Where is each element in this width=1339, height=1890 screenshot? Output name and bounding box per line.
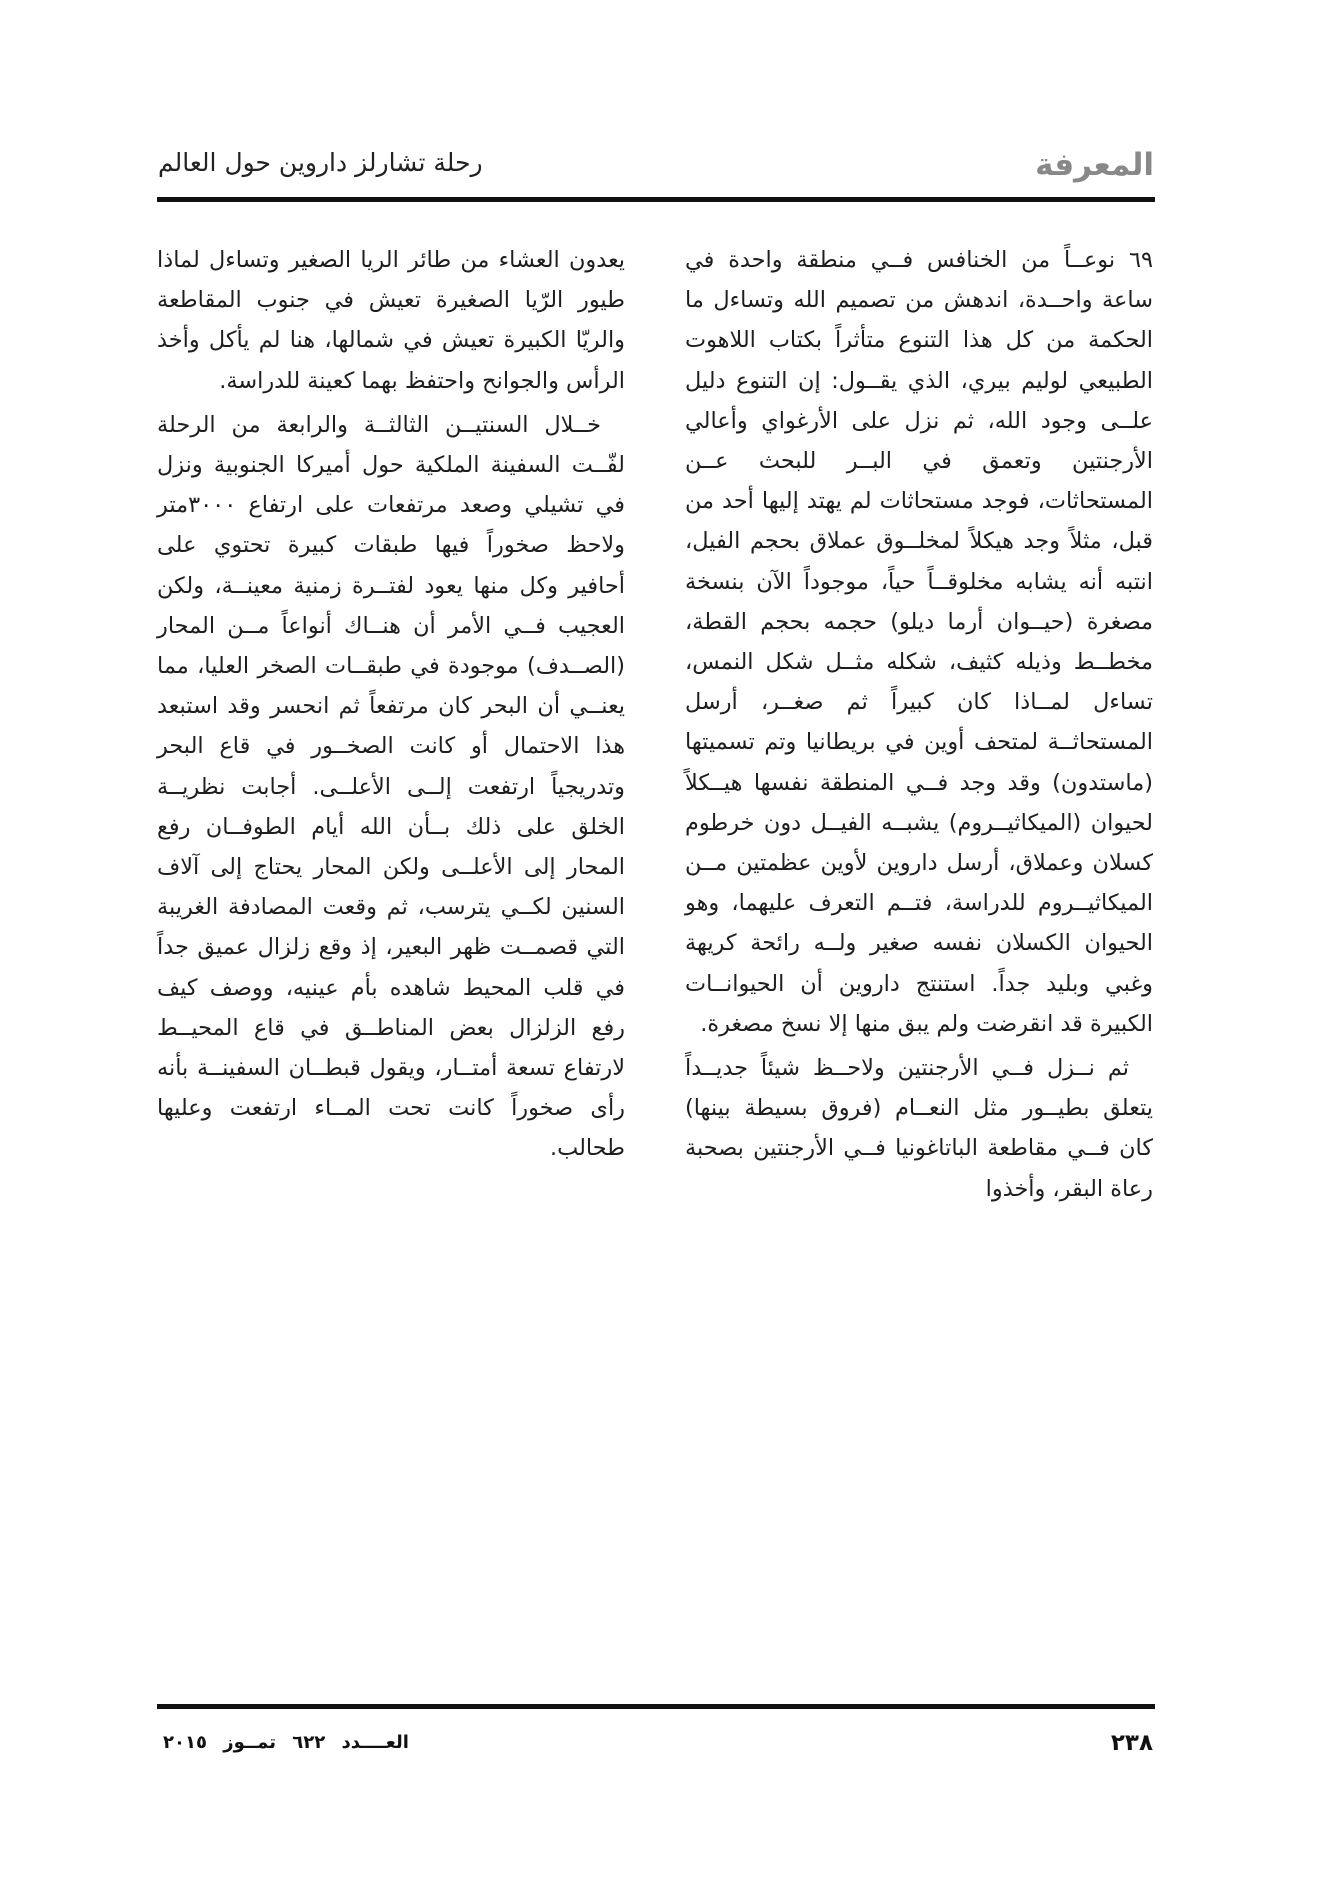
issue-month: تمــوز (223, 1732, 277, 1753)
running-title: رحلة تشارلز داروين حول العالم (158, 148, 483, 177)
paragraph: يعدون العشاء من طائر الريا الصغير وتساءل لماذا طيور الرّيا الصغيرة تعيش في جنوب المقاطعة والريّا الكبيرة تعيش في شمالها، هنا لم يأكل وأخذ الرأس والجوانح واحتفظ بهما كعينة للدراسة. (157, 247, 625, 394)
article-column-right (685, 240, 1153, 1209)
footer-divider (157, 1704, 1155, 1709)
issue-year: ٢٠١٥ (163, 1732, 207, 1753)
article-column-left (157, 240, 625, 1169)
paragraph: ثم نــزل فــي الأرجنتين ولاحــظ شيئاً جديــداً يتعلق بطيــور مثل النعــام (فروق بسيطة بينها) كان فــي مقاطعة الباتاغونيا فــي الأرجنتين بصحبة رعاة البقر، وأخذوا (685, 1055, 1153, 1202)
issue-number: ٦٢٢ (292, 1732, 326, 1753)
paragraph: خــلال السنتيــن الثالثــة والرابعة من الرحلة لفّــت السفينة الملكية حول أميركا الجنوبية ونزل في تشيلي وصعد مرتفعات على ارتفاع ٣٠٠٠متر ولاحظ صخوراً فيها طبقات كبيرة تحتوي على أحافير وكل منها يعود لفتــرة زمنية معينــة، ولكن العجيب فــي الأمر أن هنــاك أنواعاً مــن المحار (الصــدف) موجودة في طبقــات الصخر العليا، مما يعنــي أن البحر كان مرتفعاً ثم انحسر وقد استبعد هذا الاحتمال أو كانت الصخــور في قاع البحر وتدريجياً ارتفعت إلــى الأعلــى. أجابت نظريــة الخلق على ذلك بــأن الله أيام الطوفــان رفع المحار إلى الأعلــى ولكن المحار يحتاج إلى آلاف السنين لكــي يترسب، ثم وقعت المصادفة الغريبة التي قصمــت ظهر البعير، إذ وقع زلزال عميق جداً في قلب المحيط شاهده بأم عينيه، ووصف كيف رفع الزلزال بعض المناطــق في قاع المحيــط لارتفاع تسعة أمتــار، ويقول قبطــان السفينــة بأنه رأى صخوراً كانت تحت المــاء ارتفعت وعليها طحالب. (157, 411, 625, 1162)
issue-label: العــــدد (341, 1732, 409, 1753)
page-number: ٢٣٨ (1110, 1730, 1153, 1756)
issue-info (158, 1732, 414, 1753)
paragraph: ٦٩ نوعــاً من الخنافس فــي منطقة واحدة في ساعة واحــدة، اندهش من تصميم الله وتساءل ما الحكمة من كل هذا التنوع متأثراً بكتاب اللاهوت الطبيعي لوليم بيري، الذي يقــول: إن التنوع دليل علــى وجود الله، ثم نزل على الأرغواي وأعالي الأرجنتين وتعمق في البــر للبحث عــن المستحاثات، فوجد مستحاثات لم يهتد إليها أحد من قبل، مثلاً وجد هيكلاً لمخلــوق عملاق بحجم الفيل، انتبه أنه يشابه مخلوقــاً حياً، موجوداً الآن بنسخة مصغرة (حيــوان أرما ديلو) حجمه بحجم القطة، مخطــط وذيله كثيف، شكله مثــل شكل النمس، تساءل لمــاذا كان كبيراً ثم صغــر، أرسل المستحاثــة لمتحف أوين في بريطانيا وتم تسميتها (ماستدون) وقد وجد فــي المنطقة نفسها هيــكلاً لحيوان (الميكاثيــروم) يشبــه الفيــل دون خرطوم كسلان وعملاق، أرسل داروين لأوين عظمتين مــن الميكاثيــروم للدراسة، فتــم التعرف عليهما، وهو الحيوان الكسلان نفسه صغير ولــه رائحة كريهة وغبي وبليد جداً. استنتج داروين أن الحيوانــات الكبيرة قد انقرضت ولم يبق منها إلا نسخ مصغرة. (685, 247, 1153, 1037)
magazine-logo: المعرفة (1035, 147, 1154, 183)
header-divider (157, 197, 1155, 202)
